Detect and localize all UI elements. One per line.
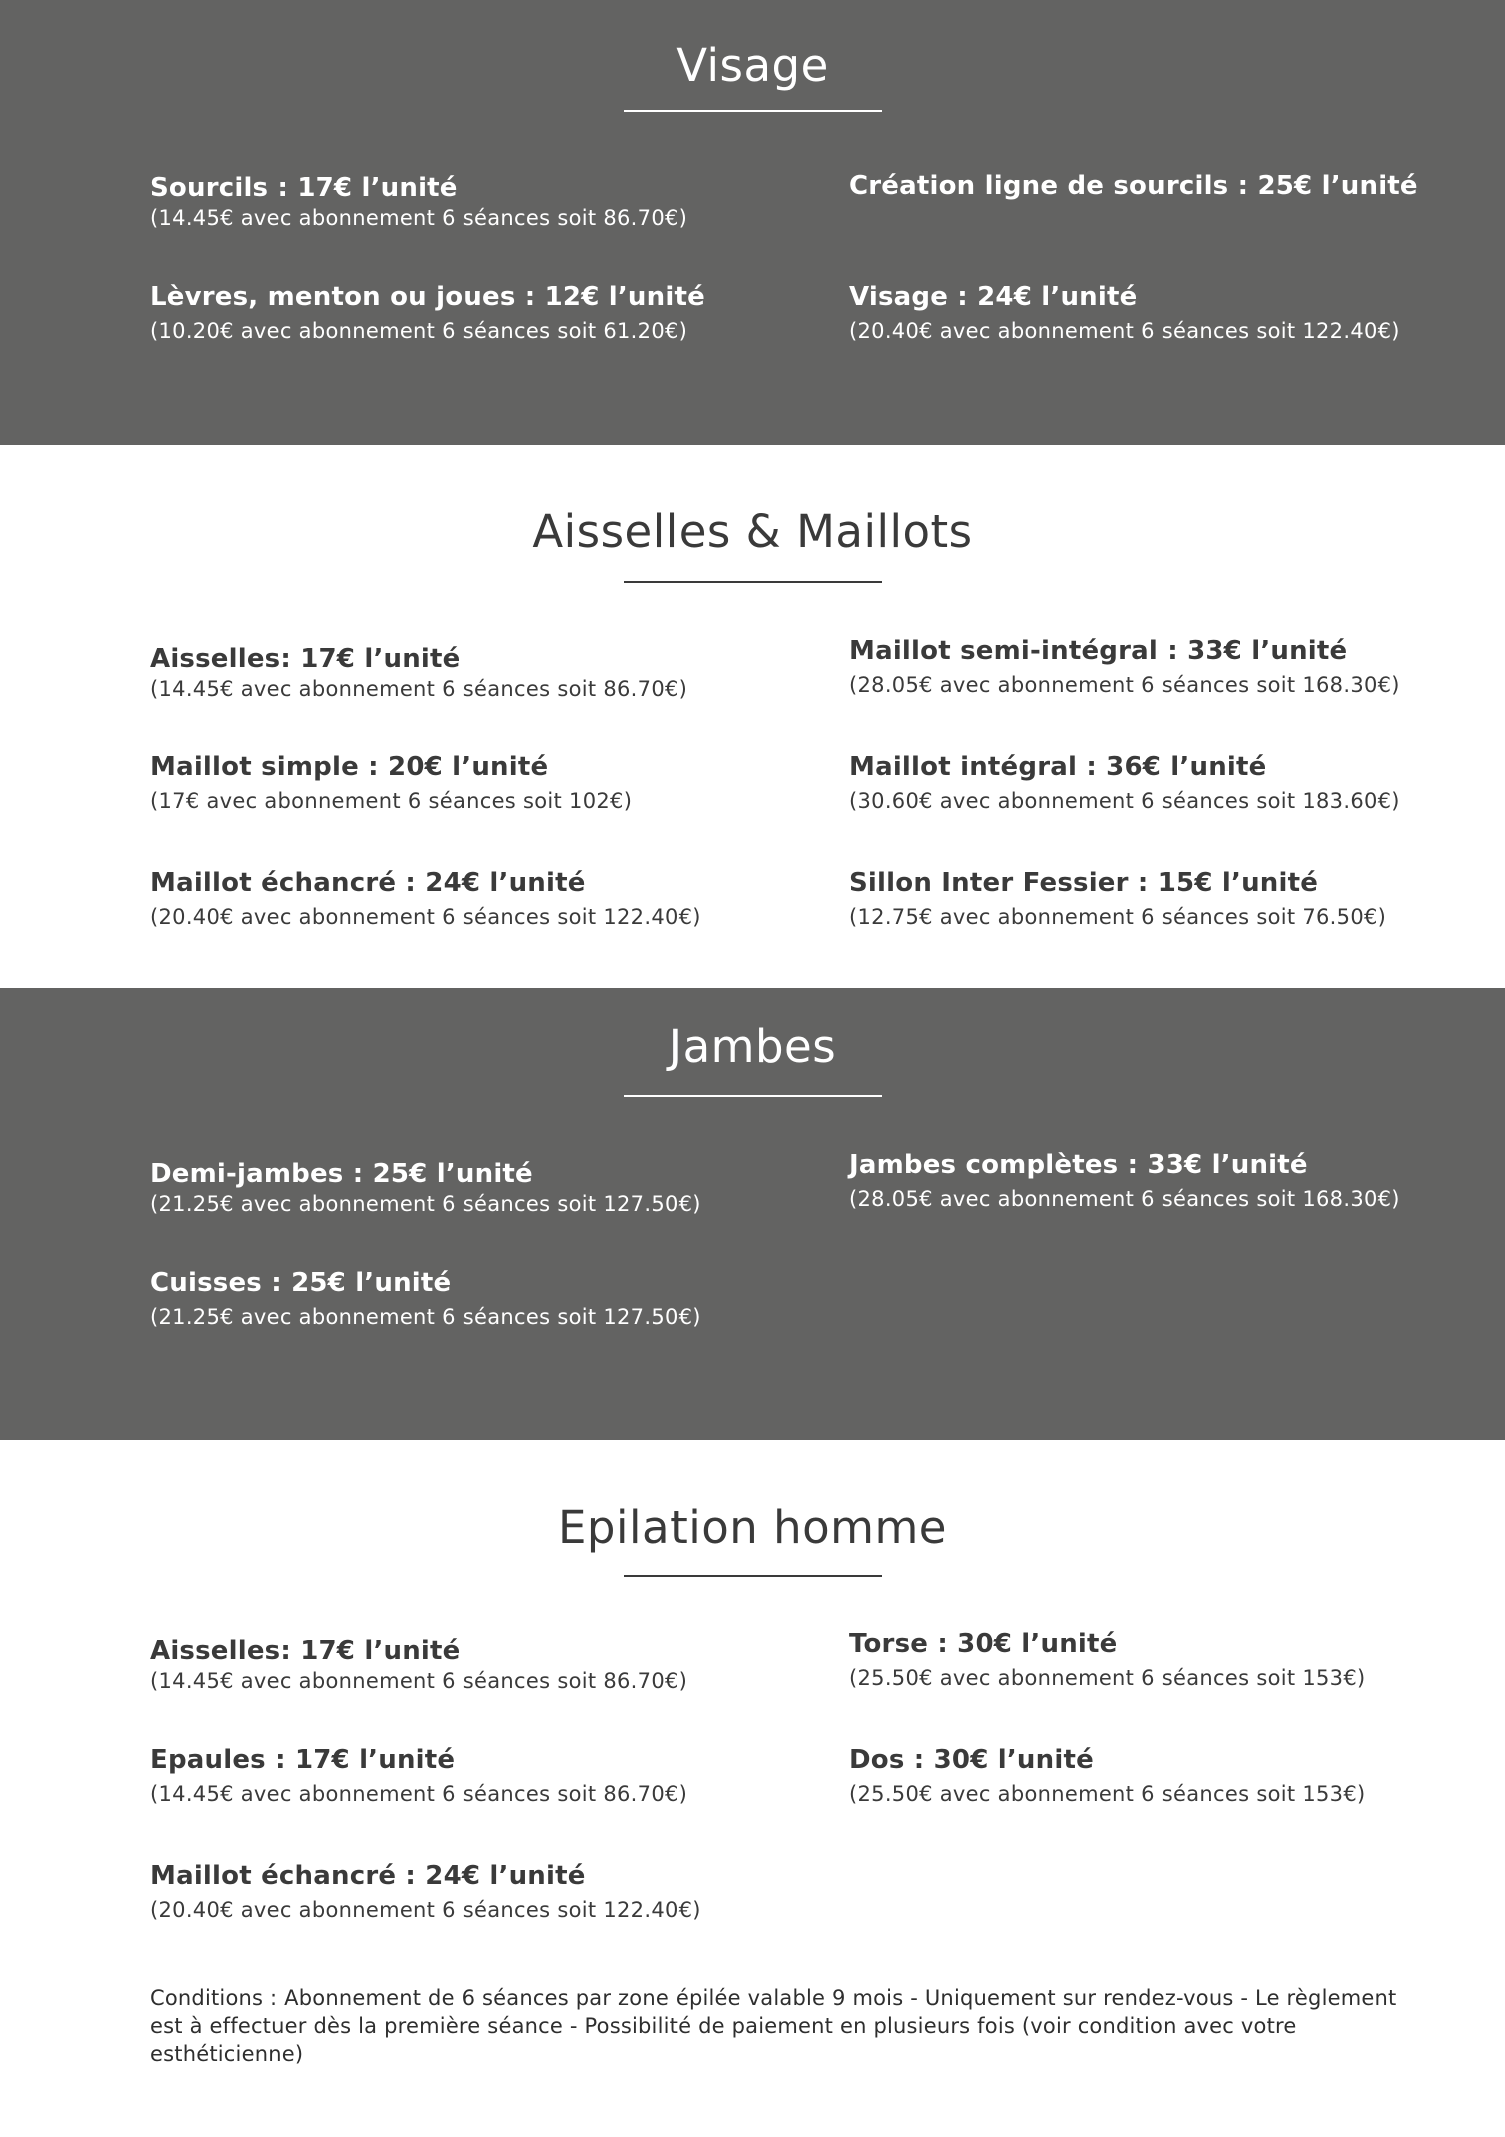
item-subscription-price: (21.25€ avec abonnement 6 séances soit 127.50€) [150,1305,701,1329]
section-visage [0,0,1505,445]
price-item-aisselles [150,643,830,703]
item-subscription-price: (20.40€ avec abonnement 6 séances soit 122.40€) [849,319,1400,343]
item-subscription-price: (28.05€ avec abonnement 6 séances soit 168.30€) [849,1187,1400,1211]
price-item-homme-aisselles [150,1635,830,1695]
item-name: Maillot semi-intégral : 33€ l’unité [849,636,1348,666]
item-subscription-price: (28.05€ avec abonnement 6 séances soit 168.30€) [849,673,1400,697]
title-underline [624,110,882,112]
item-name: Aisselles: 17€ l’unité [150,644,461,674]
item-name: Lèvres, menton ou joues : 12€ l’unité [150,282,705,312]
item-subscription-price: (21.25€ avec abonnement 6 séances soit 127.50€) [150,1192,701,1216]
item-name: Maillot simple : 20€ l’unité [150,752,549,782]
price-item-dos [849,1744,1505,1808]
item-name: Aisselles: 17€ l’unité [150,1636,461,1666]
title-underline [624,581,882,583]
price-item-epaules [150,1744,830,1808]
section-title-visage: Visage [676,39,829,92]
item-subscription-price: (25.50€ avec abonnement 6 séances soit 153€) [849,1666,1366,1690]
item-name: Epaules : 17€ l’unité [150,1745,456,1775]
section-epilation-homme [0,1440,1505,1970]
item-subscription-price: (12.75€ avec abonnement 6 séances soit 76.50€) [849,905,1387,929]
item-subscription-price: (20.40€ avec abonnement 6 séances soit 122.40€) [150,1898,701,1922]
price-item-visage [849,281,1505,345]
item-subscription-price: (14.45€ avec abonnement 6 séances soit 86.70€) [150,206,688,230]
item-name: Cuisses : 25€ l’unité [150,1268,452,1298]
item-name: Création ligne de sourcils : 25€ l’unité [849,171,1418,201]
section-aisselles-maillots [0,445,1505,988]
price-item-homme-maillot-echancre [150,1860,830,1924]
item-subscription-price: (30.60€ avec abonnement 6 séances soit 183.60€) [849,789,1400,813]
price-item-cuisses [150,1267,830,1331]
section-jambes [0,988,1505,1440]
price-item-demi-jambes [150,1158,830,1218]
item-subscription-price: (14.45€ avec abonnement 6 séances soit 86.70€) [150,1782,688,1806]
item-name: Demi-jambes : 25€ l’unité [150,1159,533,1189]
price-item-torse [849,1628,1505,1692]
price-item-sourcils [150,172,830,232]
section-title-aisselles-maillots: Aisselles & Maillots [532,505,973,558]
price-item-creation-ligne-sourcils [849,170,1505,202]
item-name: Torse : 30€ l’unité [849,1629,1118,1659]
item-name: Jambes complètes : 33€ l’unité [849,1150,1308,1180]
item-name: Sillon Inter Fessier : 15€ l’unité [849,868,1319,898]
price-item-maillot-integral [849,751,1505,815]
price-item-jambes-completes [849,1149,1505,1213]
price-item-maillot-simple [150,751,830,815]
price-item-sillon-inter-fessier [849,867,1505,931]
item-subscription-price: (10.20€ avec abonnement 6 séances soit 61.20€) [150,319,688,343]
item-name: Dos : 30€ l’unité [849,1745,1094,1775]
item-subscription-price: (14.45€ avec abonnement 6 séances soit 86.70€) [150,1669,688,1693]
price-item-levres-menton-joues [150,281,830,345]
conditions-note: Conditions : Abonnement de 6 séances par zone épilée valable 9 mois - Uniquement sur rendez-vous - Le règlement est à effectuer dès la première séance - Possibilité de paiement en plusieurs fois (voir condition avec votre esthéticienne) [150,1986,1397,2066]
item-name: Maillot intégral : 36€ l’unité [849,752,1267,782]
item-subscription-price: (25.50€ avec abonnement 6 séances soit 153€) [849,1782,1366,1806]
section-title-jambes: Jambes [668,1020,837,1073]
item-name: Visage : 24€ l’unité [849,282,1138,312]
item-name: Sourcils : 17€ l’unité [150,173,458,203]
title-underline [624,1575,882,1577]
price-item-maillot-echancre [150,867,830,931]
section-title-epilation-homme: Epilation homme [558,1501,947,1554]
item-subscription-price: (14.45€ avec abonnement 6 séances soit 86.70€) [150,677,688,701]
item-name: Maillot échancré : 24€ l’unité [150,868,586,898]
price-item-maillot-semi-integral [849,635,1505,699]
title-underline [624,1095,882,1097]
item-subscription-price: (17€ avec abonnement 6 séances soit 102€) [150,789,633,813]
item-name: Maillot échancré : 24€ l’unité [150,1861,586,1891]
item-subscription-price: (20.40€ avec abonnement 6 séances soit 122.40€) [150,905,701,929]
